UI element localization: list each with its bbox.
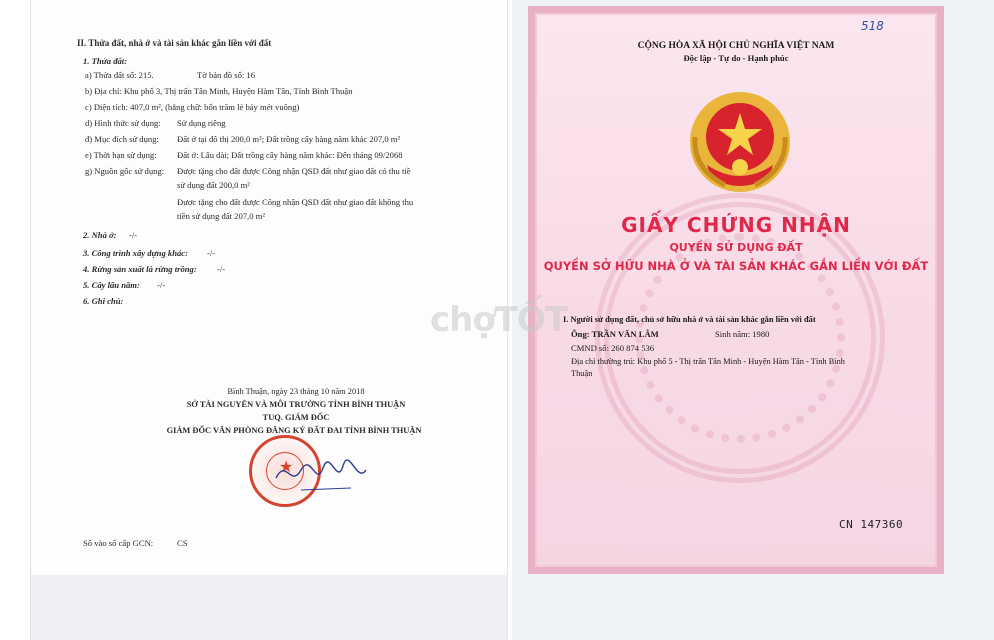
other-construction-label: 3. Công trình xây dựng khác:	[83, 248, 188, 258]
origin-line-3: Được tặng cho đất được Công nhận QSD đất như giao đất không thu	[177, 197, 414, 207]
owner-birth-year: Sinh năm: 1980	[715, 329, 770, 339]
signer-role: TUQ. GIÁM ĐỐC	[262, 413, 330, 422]
origin-line-2: sử dụng đất 200,0 m²	[177, 180, 250, 190]
owner-address-line-2: Thuận	[571, 369, 593, 378]
signer-title: GIÁM ĐỐC VĂN PHÒNG ĐĂNG KÝ ĐẤT ĐAI TỈNH BÌNH THUẬN	[166, 426, 422, 435]
signature-scribble	[271, 448, 371, 498]
usage-form-label: d) Hình thức sử dụng:	[85, 118, 161, 128]
certificate-subtitle-1: QUYỀN SỬ DỤNG ĐẤT	[669, 241, 803, 254]
handwritten-number: 518	[861, 19, 884, 33]
perennial-label: 5. Cây lâu năm:	[83, 280, 140, 290]
parcel-area: c) Diện tích: 407,0 m², (bằng chữ: bốn trăm lẻ bảy mét vuông)	[85, 102, 300, 112]
usage-purpose-value: Đất ở tại đô thị 200,0 m²; Đất trồng cây hàng năm khác 207,0 m²	[177, 134, 401, 144]
section-title: II. Thửa đất, nhà ở và tài sản khác gắn liền với đất	[77, 38, 272, 48]
parcel-number: a) Thửa đất số: 215.	[85, 70, 154, 80]
forest-value: -/-	[217, 264, 226, 274]
usage-purpose-label: đ) Mục đích sử dụng:	[85, 134, 159, 144]
usage-term-label: e) Thời hạn sử dụng:	[85, 150, 157, 160]
other-construction-value: -/-	[207, 248, 216, 258]
official-red-stamp: ★	[249, 435, 321, 507]
parcel-address: b) Địa chỉ: Khu phố 3, Thị trấn Tân Minh, Huyện Hàm Tân, Tỉnh Bình Thuận	[85, 86, 353, 96]
register-value: CS	[177, 538, 188, 548]
usage-form-value: Sử dụng riêng	[177, 118, 226, 128]
origin-line-4: tiền sử dụng đất 207,0 m²	[177, 211, 265, 221]
certificate-front-page	[512, 0, 994, 640]
parcel-heading: 1. Thửa đất:	[83, 56, 128, 66]
forest-label: 4. Rừng sản xuất là rừng trồng:	[83, 264, 197, 274]
site-watermark: chợTỐT	[430, 300, 568, 340]
certificate-serial-number: CN 147360	[839, 518, 904, 531]
owner-address-line-1: Địa chỉ thường trú: Khu phố 5 - Thị trấn Tân Minh - Huyện Hàm Tân - Tỉnh Bình	[571, 357, 845, 366]
signing-date: Bình Thuận, ngày 23 tháng 10 năm 2018	[227, 387, 365, 396]
map-sheet-number: Tờ bản đồ số: 16	[197, 70, 256, 80]
house-label: 2. Nhà ở:	[83, 230, 117, 240]
page-edge	[31, 575, 507, 640]
origin-line-1: Được tặng cho đất được Công nhận QSD đất như giao đất có thu tiề	[177, 166, 411, 176]
owner-name: Ông: TRẦN VĂN LÂM	[571, 329, 659, 339]
national-motto: Độc lập - Tự do - Hạnh phúc	[683, 53, 789, 63]
origin-label: g) Nguồn gốc sử dụng:	[85, 166, 165, 176]
certificate-sheet	[528, 6, 944, 574]
perennial-value: -/-	[157, 280, 166, 290]
certificate-title: GIẤY CHỨNG NHẬN	[621, 213, 851, 237]
usage-term-value: Đất ở: Lâu dài; Đất trồng cây hàng năm khác: Đến tháng 09/2068	[177, 150, 403, 160]
register-label: Số vào sổ cấp GCN:	[83, 538, 154, 548]
certificate-subtitle-2: QUYỀN SỞ HỮU NHÀ Ở VÀ TÀI SẢN KHÁC GẮN LIỀN VỚI ĐẤT	[543, 259, 929, 273]
notes-label: 6. Ghi chú:	[83, 296, 124, 306]
owner-section-heading: I. Người sử dụng đất, chủ sở hữu nhà ở và tài sản khác gắn liền với đất	[563, 315, 816, 324]
national-emblem	[685, 87, 795, 197]
nation-name: CỘNG HÒA XÃ HỘI CHỦ NGHĨA VIỆT NAM	[637, 41, 835, 51]
owner-id-number: CMND số: 260 874 536	[571, 343, 655, 353]
house-value: -/-	[129, 230, 138, 240]
issuing-org: SỞ TÀI NGUYÊN VÀ MÔI TRƯỜNG TỈNH BÌNH THUẬN	[186, 400, 406, 409]
